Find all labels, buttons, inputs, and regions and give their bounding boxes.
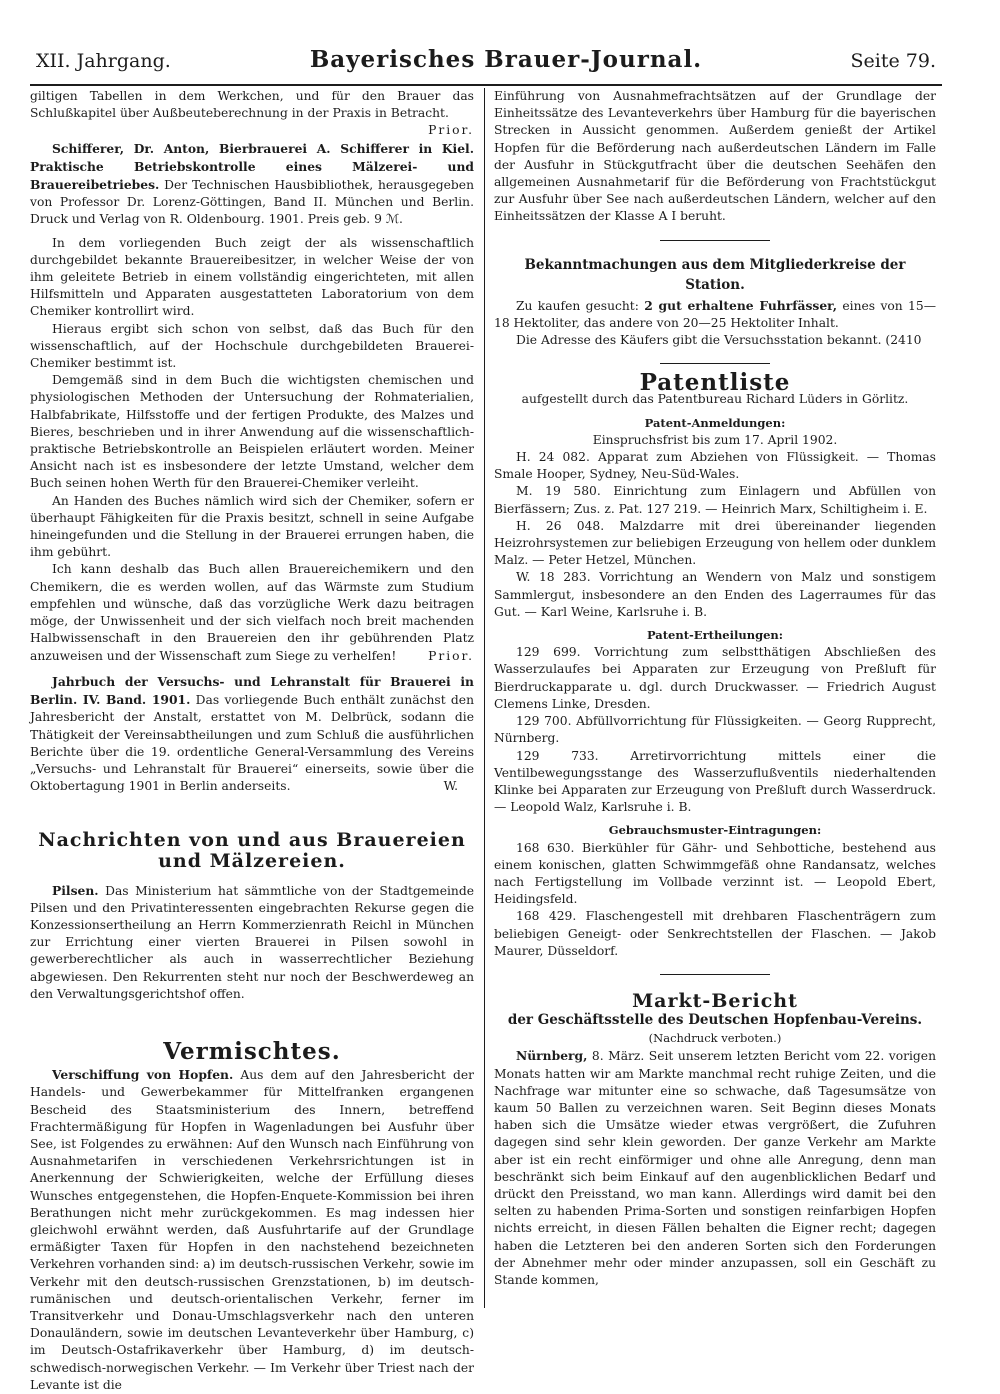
notice-address: Die Adresse des Käufers gibt die Versuchsstation bekannt. (2410	[516, 333, 922, 348]
column-divider	[484, 88, 485, 1308]
market-report	[494, 1047, 936, 1289]
paragraph: In dem vorliegenden Buch zeigt der als wissenschaftlich durchgebildet bekannte Brauereibesitzer, in welcher Weise der von ihm geleitete Betrieb in einem vollständig eingerichteten, mit allen Hilfsmitteln und Apparaten ausgestatteten Laboratorium von dem Chemiker kontrollirt wird.	[30, 235, 474, 319]
patent-entry: 129 733. Arretirvorrichtung mittels einer die Ventilbewegungsstange des Wasserzuflußventils niederhaltenden Klinke bei Apparaten zur Erzeugung von Preßluft durch Wasserdruck. — Leopold Walz, Karlsruhe i. B.	[494, 748, 936, 815]
paragraph: Ich kann deshalb das Buch allen Brauereichemikern und den Chemikern, die es werden wollen, auf das Wärmste zum Studium empfehlen und wünsche, daß das vorzügliche Werk dazu beitragen möge, der Unwissenheit und der sich vielfach noch breit machenden Halbwissenschaft in den Brauereien den ihr gebührenden Platz anzuweisen und der Wissenschaft zum Siege zu verhelfen!	[30, 562, 474, 663]
market-place: Nürnberg,	[516, 1048, 588, 1064]
journal-title: Bayerisches Brauer-Journal.	[309, 46, 703, 73]
book-title: Schifferer, Dr. Anton, Bierbrauerei A. Schifferer in Kiel. Praktische Betriebskontrolle eines Mälzerei- und Brauereibetriebes.	[30, 140, 474, 193]
patent-entry: M. 19 580. Einrichtung zum Einlagern und Abfüllen von Bierfässern; Zus. z. Pat. 127 219. — Heinrich Marx, Schiltigheim i. E.	[494, 484, 936, 516]
page-number: Seite 79.	[850, 50, 936, 72]
patent-subheading: Patent-Ertheilungen:	[646, 628, 784, 643]
notice-text	[494, 297, 936, 332]
separator-rule	[660, 363, 770, 364]
patent-entry: W. 18 283. Vorrichtung an Wendern von Malz und sonstigem Sammlergut, insbesondere an den Enden des Lagerraumes für das Gut. — Karl Weine, Karlsruhe i. B.	[494, 570, 936, 619]
separator-rule	[660, 240, 770, 241]
book-details: Das vorliegende Buch enthält zunächst den Jahresbericht der Anstalt, erstattet von M. Delbrück, sodann die Thätigkeit der Vereinsabtheilungen und zum Schluß die ausführlichen Berichte über die 19. ordentliche General-Versammlung des Vereins „Versuchs- und Lehranstalt für Brauerei“ einerseits, sowie über die Oktobertagung 1901 in Berlin anderseits.	[30, 693, 474, 794]
paragraph: Einführung von Ausnahmefrachtsätzen auf der Grundlage der Einheitssätze des Levanteverkehrs über Hamburg für die bayerischen Strecken in Aussicht genommen. Außerdem genießt der Artikel Hopfen für die Beförderung nach außerdeutschen Ländern im Falle der Ausfuhr in Stückgutfracht über die deutschen Seehäfen den allgemeinen Ausnahmetarif für die Beförderung von Frachtstückgut zur Ausfuhr über See nach außerdeutschen Ländern, welcher auf den Einheitssätzen der Klasse A I beruht.	[494, 89, 936, 224]
notice-heading: Bekanntmachungen aus dem Mitgliederkreise der Station.	[524, 256, 906, 293]
patent-entry: 129 700. Abfüllvorrichtung für Flüssigkeiten. — Georg Rupprecht, Nürnberg.	[494, 714, 936, 746]
paragraph: Demgemäß sind in dem Buch die wichtigsten chemischen und physiologischen Methoden der Untersuchung der Rohmaterialien, Halbfabrikate, Hilfsstoffe und der fertigen Produkte, des Malzes und Bieres, beschrieben und in ihrer Anwendung auf die wissenschaftlich-praktische Betriebskontrolle an Beispielen erläutert worden. Meiner Ansicht nach ist es insbesondere der letzte Umstand, welcher dem Buch seinen hohen Werth für den Brauerei-Chemiker verleiht.	[30, 373, 474, 491]
patent-entry: H. 26 048. Malzdarre mit drei übereinander liegenden Heizrohrsystemen zur beliebigen Erzeugung von hellem oder dunklem Malz. — Peter Hetzel, München.	[494, 518, 936, 568]
signature: Prior.	[428, 123, 474, 138]
patent-entry: 168 630. Bierkühler für Gähr- und Sehbottiche, bestehend aus einem konischen, glatten Schwimmgefäß ohne Randansatz, welches nach Fertigstellung im Vollbade verzinnt ist. — Leopold Ebert, Heidingsfeld.	[494, 840, 936, 907]
notice-detail: eines von 15—18 Hektoliter, das andere von 20—25 Hektoliter Inhalt.	[494, 298, 937, 330]
page-header	[36, 46, 936, 78]
separator-rule	[660, 974, 770, 975]
market-title: Markt-Bericht	[632, 989, 798, 1012]
news-place: Pilsen.	[52, 882, 99, 898]
market-text: 8. März. Seit unserem letzten Bericht vom 22. vorigen Monats hatten wir am Markte manchmal recht ruhige Zeiten, und die Nachfrage war mitunter eine so schwache, daß Tagesumsätze von kaum 50 Ballen zu verzeichnen waren. Seit Beginn dieses Monats haben sich die Umsätze wieder etwas vergrößert, die Zufuhren dagegen sind sehr klein geworden. Der ganze Verkehr am Markte aber ist ein recht einförmiger und ohne alle Anregung, denn man beschränkt sich beim Einkauf auf den augenblicklichen Bedarf und drückt den Preisstand, wo man kann. Allerdings wird damit bei den selten zu habenden Prima-Sorten und sonstigen reinfarbigen Hopfen nichts erreicht, in diesen Fällen behalten die Eigner recht; dagegen haben die Letzteren bei den anderen Sorten sich den Forderungen der Abnehmer mehr oder minder anzupassen, soll ein Geschäft zu Stande kommen,	[494, 1049, 936, 1287]
paragraph: Hieraus ergibt sich schon von selbst, daß das Buch für den wissenschaftlich, auf der Hochschule durchgebildeten Brauerei-Chemiker bestimmt ist.	[30, 321, 474, 371]
patent-subtitle: aufgestellt durch das Patentbureau Richard Lüders in Görlitz.	[521, 392, 909, 407]
book-entry-schifferer	[30, 140, 474, 229]
section-heading: Nachrichten von und aus Brauereien und Mälzereien.	[38, 828, 466, 872]
section-heading: Vermischtes.	[163, 1037, 341, 1065]
book-title: Jahrbuch der Versuchs- und Lehranstalt für Brauerei in Berlin. IV. Band. 1901.	[30, 673, 474, 708]
patent-entry: H. 24 082. Apparat zum Abziehen von Flüssigkeit. — Thomas Smale Hooper, Sydney, Neu-Süd-Wales.	[494, 450, 936, 482]
patent-entry: 168 429. Flaschengestell mit drehbaren Flaschenträgern zum beliebigen Geneigt- oder Senkrechtstellen der Flaschen. — Jakob Maurer, Düsseldorf.	[494, 909, 936, 958]
patent-deadline: Einspruchsfrist bis zum 17. April 1902.	[592, 432, 838, 447]
news-pilsen	[30, 882, 474, 1003]
review-prior-end: giltigen Tabellen in dem Werkchen, und für den Brauer das Schlußkapitel über Außbeuteberechnung in der Praxis in Betracht.	[30, 89, 474, 121]
patent-title: Patentliste	[639, 369, 791, 397]
news-topic: Verschiffung von Hopfen.	[52, 1067, 234, 1083]
patent-subheading: Patent-Anmeldungen:	[644, 415, 786, 430]
news-hopfen	[30, 1066, 474, 1394]
signature: W.	[443, 779, 458, 794]
paragraph: An Handen des Buches nämlich wird sich der Chemiker, sofern er überhaupt Fähigkeiten für die Praxis besitzt, schnell in seine Aufgabe hineingefunden und die Stellung in der Brauerei errungen haben, die ihm gebührt.	[30, 493, 474, 560]
news-text: Aus dem auf den Jahresbericht der Handels- und Gewerbekammer für Mittelfranken ergangenen Bescheid des Staatsministerium des Innern, betreffend Frachtermäßigung für Hopfen in Wagenladungen bei Ausfuhr über See, ist Folgendes zu erwähnen: Auf den Wunsch nach Einführung von Ausnahmetarifen in verschiedenen Verkehrsrichtungen ist in Anerkennung der Schwierigkeiten, welche der Erfüllung dieses Wunsches entgegenstehen, die Hopfen-Enquete-Kommission bei ihren Berathungen nicht mehr zurückgekommen. Es mag indessen hier gleichwohl erwähnt werden, daß Ausfuhrtarife auf der Grundlage ermäßigter Taxen für Hopfen in den nachstehend bezeichneten Verkehren vorhanden sind: a) im deutsch-russischen Verkehr, sowie im Verkehr mit den deutsch-russischen Grenzstationen, b) im deutsch-rumänischen und deutsch-orientalischen Verkehr, ferner im Transitverkehr und Donau-Umschlagsverkehr nach den unteren Donauländern, sowie im deutschen Levanteverkehr über Hamburg, c) im Deutsch-Ostafrikaverkehr über Hamburg, d) im deutsch-schwedisch-norwegischen Verkehr. — Im Verkehr über Triest nach der Levante ist die	[30, 1068, 474, 1392]
header-rule	[30, 84, 942, 86]
right-column	[494, 88, 936, 1289]
patent-entry: 129 699. Vorrichtung zum selbstthätigen Abschließen des Wasserzulaufes bei Apparaten zur Erzeugung von Preßluft für Bierdruckapparate u. dgl. durch Druckwasser. — Friedrich August Clemens Linke, Dresden.	[494, 645, 936, 711]
signature: Prior.	[428, 648, 474, 663]
book-entry-jahrbuch	[30, 673, 474, 795]
left-column	[30, 88, 474, 1394]
book-details: Der Technischen Hausbibliothek, herausgegeben von Professor Dr. Lorenz-Göttingen, Band II. München und Berlin. Druck und Verlag von R. Oldenbourg. 1901. Preis geb. 9 ℳ.	[30, 178, 474, 227]
notice-lead: Zu kaufen gesucht:	[516, 298, 639, 313]
volume-label: XII. Jahrgang.	[36, 50, 171, 72]
notice-item: 2 gut erhaltene Fuhrfässer,	[644, 297, 838, 313]
news-text: Das Ministerium hat sämmtliche von der Stadtgemeinde Pilsen und den Privatinteressenten eingebrachten Rekurse gegen die Konzessionsertheilung an Herrn Kommerzienrath Reichl in München zur Errichtung einer vierten Brauerei in Pilsen sowohl in gewerberechtlicher als auch in wasserrechtlicher Beziehung abgewiesen. Den Rekurrenten steht nur noch der Beschwerdeweg an den Verwaltungsgerichtshof offen.	[30, 883, 474, 1001]
patent-subheading: Gebrauchsmuster-Eintragungen:	[608, 823, 822, 838]
market-note: (Nachdruck verboten.)	[648, 1031, 782, 1046]
market-subtitle: der Geschäftsstelle des Deutschen Hopfenbau-Vereins.	[507, 1012, 923, 1029]
